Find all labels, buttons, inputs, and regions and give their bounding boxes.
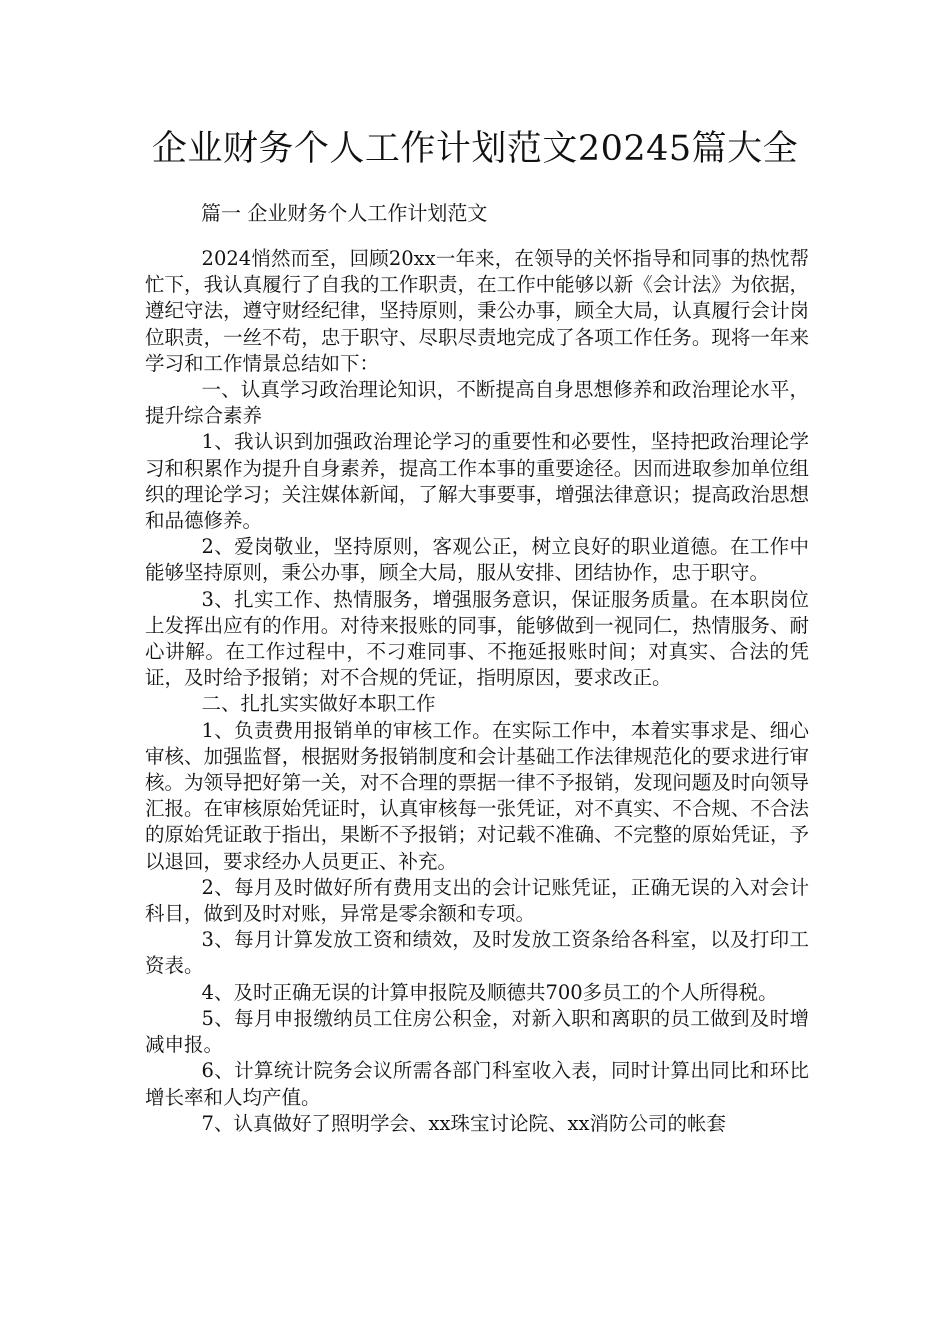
paragraph-1-2: 2、爱岗敬业，坚持原则，客观公正，树立良好的职业道德。在工作中能够坚持原则，秉公办事，顾全大局，服从安排、团结协作，忠于职守。 — [145, 535, 809, 585]
paragraph-2-1: 1、负责费用报销单的审核工作。在实际工作中，本着实事求是、细心审核、加强监督，根据财务报销制度和会计基础工作法律规范化的要求进行审核。为领导把好第一关，对不合理的票据一律不予报销，发现问题及时向领导汇报。在审核原始凭证时，认真审核每一张凭证，对不真实、不合规、不合法的原始凭证敢于指出，果断不予报销；对记载不准确、不完整的原始凭证，予以退回，要求经办人员更正、补充。 — [145, 718, 809, 873]
paragraph-1-1: 1、我认识到加强政治理论学习的重要性和必要性，坚持把政治理论学习和积累作为提升自身素养，提高工作本事的重要途径。因而进取参加单位组织的理论学习；关注媒体新闻，了解大事要事，增强法律意识；提高政治思想和品德修养。 — [145, 430, 809, 533]
heading-part-one: 一、认真学习政治理论知识，不断提高自身思想修养和政治理论水平，提升综合素养 — [145, 378, 809, 428]
document-title: 企业财务个人工作计划范文20245篇大全 — [151, 129, 799, 169]
document-body — [145, 246, 809, 1137]
paragraph-2-4: 4、及时正确无误的计算申报院及顺德共700多员工的个人所得税。 — [201, 980, 778, 1004]
paragraph-2-7: 7、认真做好了照明学会、xx珠宝讨论院、xx消防公司的帐套 — [201, 1111, 726, 1135]
section-heading: 篇一 企业财务个人工作计划范文 — [201, 201, 488, 225]
heading-part-two: 二、扎扎实实做好本职工作 — [201, 692, 436, 716]
paragraph-1-3: 3、扎实工作、热情服务，增强服务意识，保证服务质量。在本职岗位上发挥出应有的作用。对待来报账的同事，能够做到一视同仁，热情服务、耐心讲解。在工作过程中，不刁难同事、不拖延报账时间；对真实、合法的凭证，及时给予报销；对不合规的凭证，指明原因，要求改正。 — [145, 587, 809, 690]
paragraph-2-2: 2、每月及时做好所有费用支出的会计记账凭证，正确无误的入对会计科目，做到及时对账，异常是零余额和专项。 — [145, 875, 809, 926]
paragraph-intro: 2024悄然而至，回顾20xx一年来，在领导的关怀指导和同事的热忱帮忙下，我认真履行了自我的工作职责，在工作中能够以新《会计法》为依据，遵纪守法，遵守财经纪律，坚持原则，秉公办事，顾全大局，认真履行会计岗位职责，一丝不苟，忠于职守、尽职尽责地完成了各项工作任务。现将一年来学习和工作情景总结如下： — [145, 247, 809, 375]
paragraph-2-5: 5、每月申报缴纳员工住房公积金，对新入职和离职的员工做到及时增减申报。 — [145, 1006, 809, 1057]
paragraph-2-6: 6、计算统计院务会议所需各部门科室收入表，同时计算出同比和环比增长率和人均产值。 — [145, 1059, 809, 1109]
paragraph-2-3: 3、每月计算发放工资和绩效，及时发放工资条给各科室，以及打印工资表。 — [145, 928, 809, 978]
